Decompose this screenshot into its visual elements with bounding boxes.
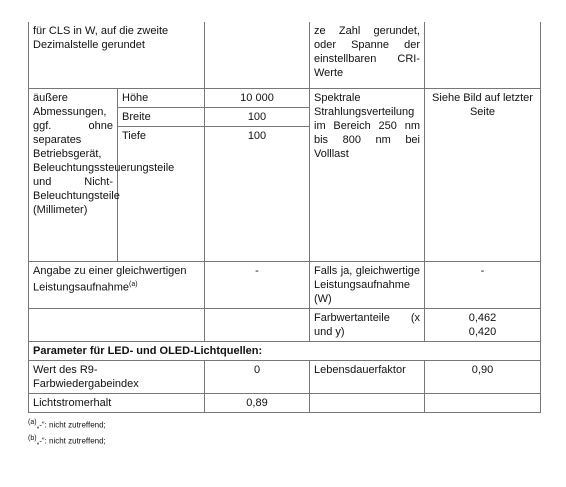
cell-spectral-label: Spektrale Strahlungsverteilung im Bereich 250 nm bis 800 nm bei Volllast — [310, 88, 425, 261]
cell-chromaticity-value — [425, 308, 541, 341]
table-row — [29, 88, 541, 107]
footnote-a: $^{(a)}$„-“: nicht zutreffend; — [28, 418, 106, 430]
cell-lumen-maintenance-label: Lichtstromerhalt — [29, 393, 205, 412]
cell-empty — [205, 22, 310, 88]
cell-empty — [205, 308, 310, 341]
cell-empty — [425, 22, 541, 88]
cell-empty — [29, 308, 205, 341]
cell-spectral-value: Siehe Bild auf letzter Seite — [425, 88, 541, 261]
cell-equivalent-power-value: - — [205, 261, 310, 308]
cell-equivalent-power-w-label: Falls ja, gleichwertige Leistungsaufnahme (W) — [310, 261, 425, 308]
cell-depth-label: Tiefe — [118, 126, 205, 261]
cell-lifetime-factor-label: Lebensdauerfaktor — [310, 360, 425, 393]
spec-table — [28, 22, 541, 413]
chromaticity-x: 0,462 — [468, 311, 497, 324]
table-row — [29, 341, 541, 360]
cell-empty — [425, 393, 541, 412]
section-header: Parameter für LED- und OLED-Lichtquellen: — [29, 341, 541, 360]
cell-cls-rounding: für CLS in W, auf die zweite Dezimalstelle gerundet — [29, 22, 205, 88]
footnote-b: $^{(b)}$„-“: nicht zutreffend; — [28, 435, 106, 446]
table-row — [29, 393, 541, 412]
cell-equivalent-power-w-value: - — [425, 261, 541, 308]
cell-height-label: Höhe — [118, 88, 205, 107]
cell-equivalent-power-label: Angabe zu einer gleichwertigen Leistungsaufnahme$^{(a)}$ — [29, 261, 205, 308]
cell-width-label: Breite — [118, 107, 205, 126]
cell-dimensions-label: äußere Abmessungen, ggf. ohne separates Betriebsgerät, Beleuchtungssteuerungsteile und Nicht-Beleuchtungsteile (Millimeter) — [29, 88, 118, 261]
cell-r9-value: 0 — [205, 360, 310, 393]
cell-width-value: 100 — [205, 107, 310, 126]
table-row — [29, 261, 541, 308]
table-row — [29, 360, 541, 393]
cell-height-value: 10 000 — [205, 88, 310, 107]
cell-depth-value: 100 — [205, 126, 310, 261]
cell-lifetime-factor-value: 0,90 — [425, 360, 541, 393]
cell-chromaticity-label: Farbwertanteile (x und y) — [310, 308, 425, 341]
cell-empty — [310, 393, 425, 412]
table-row — [29, 308, 541, 341]
cell-lumen-maintenance-value: 0,89 — [205, 393, 310, 412]
footnotes — [28, 416, 540, 449]
cell-r9-label: Wert des R9-Farbwiedergabeindex — [29, 360, 205, 393]
chromaticity-y: 0,420 — [468, 325, 497, 338]
cell-cri-rounding: ze Zahl gerundet, oder Spanne der einstellbaren CRI-Werte — [310, 22, 425, 88]
spec-document — [28, 22, 540, 449]
table-row — [29, 22, 541, 88]
